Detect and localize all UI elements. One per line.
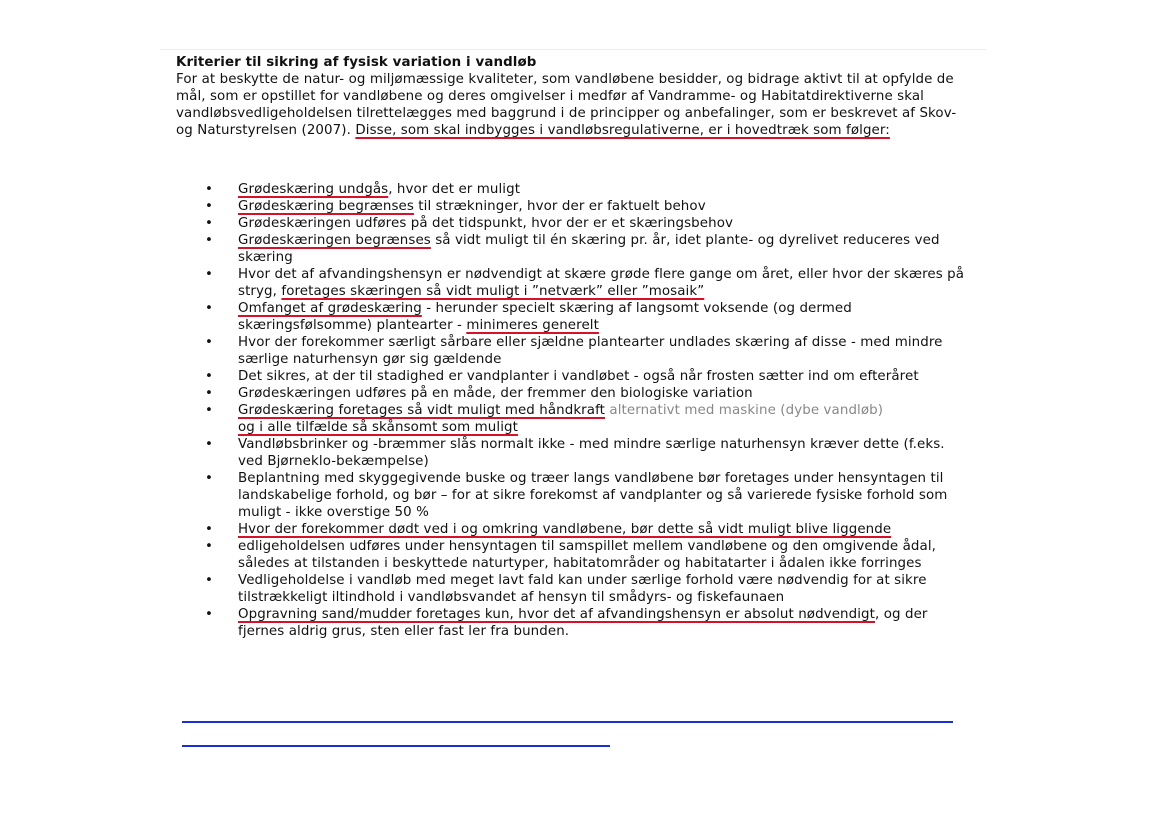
list-item-text: edligeholdelsen udføres under hensyntagen til samspillet mellem vandløbene og den omgivende ådal, således at tilstanden i beskyttede naturtyper, habitatområder og habitatarter i ådalen ikke forringes [238,539,937,571]
list-item-text: Vedligeholdelse i vandløb med meget lavt fald kan under særlige forhold være nødvendig for at sikre tilstrækkeligt iltindhold i vandløbsvandet af hensyn til smådyrs- og fiskefaunaen [238,573,927,605]
list-item [176,198,966,215]
blue-rule-1 [182,721,953,723]
intro-underlined-text: Disse, som skal indbygges i vandløbsregulativerne, er i hovedtræk som følger: [355,123,890,138]
list-item [176,368,966,385]
intro-paragraph [176,71,966,139]
blue-rule-2 [182,745,610,747]
list-item-underlined: Grødeskæring undgås [238,182,389,197]
list-item-text: , hvor det er muligt [388,182,521,197]
list-item-underlined: Opgravning sand/mudder foretages kun, hvor det af afvandingshensyn er absolut nødvendigt [238,607,876,622]
list-item [176,215,966,232]
document-title: Kriterier til sikring af fysisk variation i vandløb [176,55,537,70]
criteria-list [176,181,966,640]
list-item [176,334,966,368]
page-top-border [160,49,986,50]
list-item-text: Hvor det af afvandingshensyn er nødvendigt at skære grøde flere gange om året, eller hvor der skæres på stryg, [238,267,965,299]
list-item [176,572,966,606]
list-item-text: , og der fjernes aldrig grus, sten eller fast ler fra bunden. [238,607,928,639]
list-item [176,181,966,198]
list-item-text: - herunder specielt skæring af langsomt voksende (og dermed skæringsfølsomme) plantearter - [238,301,852,333]
list-item-underlined: Hvor der forekommer dødt ved i og omkring vandløbene, bør dette så vidt muligt blive liggende [238,522,892,537]
list-item [176,266,966,300]
list-item-underlined: Grødeskæring foretages så vidt muligt med håndkraft [238,403,606,418]
list-item-text: Beplantning med skyggegivende buske og træer langs vandløbene bør foretages under hensyntagen til landskabelige forhold, og bør – for at sikre forekomst af vandplanter og så varierede fysiske forhold som muligt - ikke overstige 50 % [238,471,948,520]
list-item-underlined: foretages skæringen så vidt muligt i ”netværk” eller ”mosaik” [281,284,705,299]
list-item [176,470,966,521]
list-item [176,402,966,436]
list-item-text: til strækninger, hvor der er faktuelt behov [413,199,706,214]
list-item-faint-text: alternativt med maskine (dybe vandløb) [605,403,884,418]
list-item-text: Grødeskæringen udføres på en måde, der fremmer den biologiske variation [238,386,753,401]
list-item-text: Hvor der forekommer særligt sårbare eller sjældne plantearter undlades skæring af disse - med mindre særlige naturhensyn gør sig gældende [238,335,943,367]
document-body [176,54,966,139]
list-item [176,606,966,640]
intro-text: For at beskytte de natur- og miljømæssige kvaliteter, som vandløbene besidder, og bidrage aktivt til at opfylde de mål, som er opstillet for vandløbene og deres omgivelser i medfør af Vandramme- og Habitatdirektiverne skal vandløbsvedligeholdelsen tilrettelægges med baggrund i de principper og anbefalinger, som er beskrevet af Skov- og Naturstyrelsen (2007). [176,72,957,138]
list-item [176,521,966,538]
list-item-underlined: Grødeskæringen begrænses [238,233,431,248]
list-item-underlined: Grødeskæring begrænses [238,199,414,214]
list-item-underlined-2: minimeres generelt [466,318,599,333]
list-item-text: Vandløbsbrinker og -bræmmer slås normalt ikke - med mindre særlige naturhensyn kræver dette (f.eks. ved Bjørneklo-bekæmpelse) [238,437,945,469]
list-item [176,436,966,470]
list-item-text: Det sikres, at der til stadighed er vandplanter i vandløbet - også når frosten sætter ind om efteråret [238,369,919,384]
list-item-text: Grødeskæringen udføres på det tidspunkt, hvor der er et skæringsbehov [238,216,734,231]
list-item [176,538,966,572]
list-item [176,385,966,402]
list-item [176,300,966,334]
list-item-text: så vidt muligt til én skæring pr. år, idet plante- og dyrelivet reduceres ved skæring [238,233,940,265]
list-item-underlined: Omfanget af grødeskæring [238,301,422,316]
list-item [176,232,966,266]
list-item-underlined-2: og i alle tilfælde så skånsomt som muligt [238,420,518,435]
